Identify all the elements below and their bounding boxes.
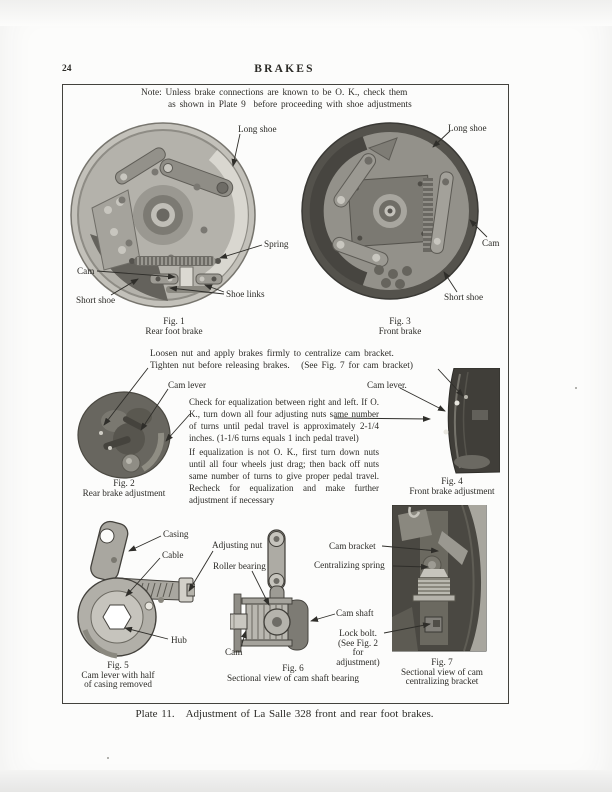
lock-bolt-line3: adjustment) — [336, 656, 380, 667]
fig3-number: Fig. 3 — [389, 316, 411, 326]
fig3-caption-text: Front brake — [378, 325, 422, 336]
fig5-caption-line2: of casing removed — [84, 679, 152, 689]
fig4-front-brake-adjustment-photo — [420, 368, 500, 475]
label-fig6-cam: Cam — [225, 647, 243, 657]
label-fig5-adjusting-nut: Adjusting nut — [212, 540, 263, 550]
fig2-caption-text: Rear brake adjustment — [82, 487, 166, 498]
note-label: Note: — [141, 88, 162, 98]
fig7-caption-line2: centralizing bracket — [405, 676, 479, 686]
label-fig3-cam: Cam — [482, 238, 500, 248]
note-line-2: as shown in Plate 9 before proceeding with shoe adjustments — [168, 99, 412, 110]
scan-edge-bottom — [0, 770, 612, 792]
fig5-number: Fig. 5 — [107, 660, 129, 670]
label-fig1-spring: Spring — [264, 239, 289, 249]
fig4-caption — [392, 477, 512, 496]
fig7-number: Fig. 7 — [431, 657, 453, 667]
page-title: BRAKES — [254, 63, 315, 75]
fig1-caption-text: Rear foot brake — [145, 325, 203, 336]
fig1-number: Fig. 1 — [163, 316, 185, 326]
fig7-caption-line1: Sectional view of cam — [401, 666, 483, 677]
centralize-instruction-line-1: Loosen nut and apply brakes firmly to centralize cam bracket. — [150, 349, 394, 359]
fig5-caption — [58, 661, 178, 690]
fig1-rear-foot-brake-photo — [70, 122, 256, 308]
label-fig6-roller-bearing: Roller bearing — [213, 561, 266, 571]
label-fig6-cam-shaft: Cam shaft — [336, 608, 374, 618]
fig1-caption — [114, 317, 234, 336]
fig4-number: Fig. 4 — [441, 476, 463, 486]
fig2-number: Fig. 2 — [113, 478, 135, 488]
page-number: 24 — [62, 64, 72, 74]
label-fig5-casing: Casing — [163, 529, 189, 539]
fig5-caption-line1: Cam lever with half — [81, 669, 155, 680]
label-fig5-hub: Hub — [171, 635, 187, 645]
label-fig7-centralizing-spring: Centralizing spring — [314, 560, 385, 570]
lock-bolt-line2: (See Fig. 2 for — [337, 637, 379, 657]
label-fig7-lock-bolt — [332, 629, 384, 667]
fig2-caption — [64, 479, 184, 498]
label-fig1-long-shoe: Long shoe — [238, 124, 277, 134]
plate-caption-text: Adjustment of La Salle 328 front and rear foot brakes. — [185, 708, 434, 720]
note-line-1 — [141, 88, 407, 98]
fig7-centralizing-bracket-photo — [392, 505, 494, 653]
label-fig5-cable: Cable — [162, 550, 184, 560]
lock-bolt-line1: Lock bolt. — [339, 628, 377, 638]
fig3-caption — [340, 317, 460, 336]
fig6-number: Fig. 6 — [282, 663, 304, 673]
running-head — [62, 63, 507, 77]
label-fig2-cam-lever: Cam lever — [168, 380, 207, 390]
label-fig3-long-shoe: Long shoe — [448, 123, 487, 133]
scan-speck — [575, 387, 577, 389]
equalization-ok-paragraph: Check for equalization between right and left. If O. K., turn down all four adjusting nuts same number of turns until pedal travel is approximately 2-1/4 inches. (1-1/6 turns equals 1 inch pedal travel) — [189, 397, 379, 443]
centralize-instruction-line-2: Tighten nut before releasing brakes. (See Fig. 7 for cam bracket) — [150, 360, 413, 371]
fig3-front-brake-photo — [301, 122, 479, 300]
plate-caption — [62, 708, 507, 720]
label-fig3-short-shoe: Short shoe — [444, 292, 484, 302]
note-text-1: Unless brake connections are known to be O. K., check them — [165, 88, 408, 98]
fig4-caption-text: Front brake adjustment — [409, 485, 495, 496]
equalization-instructions — [189, 396, 379, 508]
scan-edge-top — [0, 0, 612, 26]
label-fig1-shoe-links: Shoe links — [226, 289, 265, 299]
equalization-not-ok-paragraph: If equalization is not O. K., first turn down nuts until all four wheels just drag; then back off nuts same number of turns to give proper pedal travel. Recheck for equalization and make further adjustment if necessary — [189, 447, 379, 505]
label-fig7-cam-bracket: Cam bracket — [329, 541, 376, 551]
scan-speck — [107, 757, 109, 759]
label-fig1-short-shoe: Short shoe — [76, 295, 116, 305]
fig2-rear-brake-adjustment-photo — [77, 391, 171, 479]
label-fig4-cam-lever: Cam lever. — [367, 380, 407, 390]
label-fig1-cam: Cam — [77, 266, 95, 276]
fig7-caption — [380, 658, 504, 687]
fig6-caption-text: Sectional view of cam shaft bearing — [227, 672, 359, 683]
plate-number: Plate 11. — [135, 708, 175, 720]
